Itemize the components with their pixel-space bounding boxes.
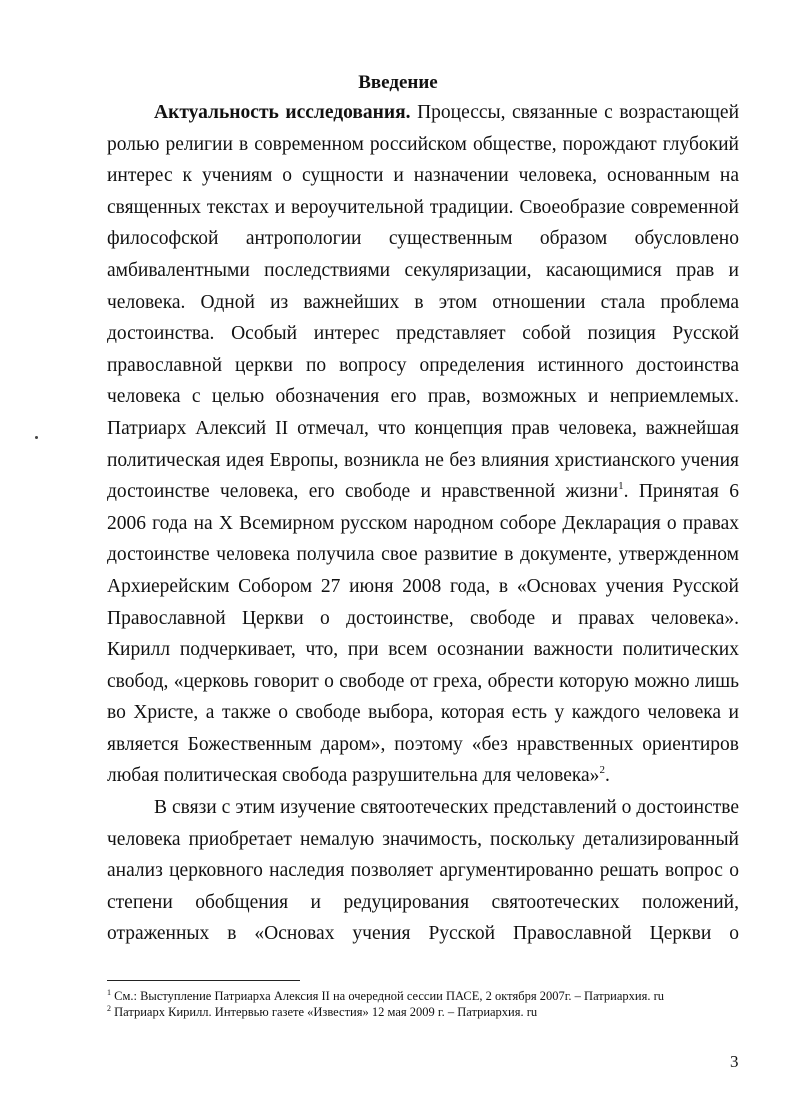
line-text: Архиерейским Собором 27 июня 2008 года, в «Основах учения Русской [107,575,739,597]
page-number: 3 [730,1052,739,1071]
footnote-2 [107,1005,537,1020]
line-text: ролью религии в современном российском обществе, порождают глубокий [107,133,739,155]
text-line [107,223,739,255]
text-line [107,539,739,571]
line-text: человека с целью обозначения его прав, возможных и неприемлемых. [107,386,739,408]
line-text-tail: . [604,765,610,787]
text-line [107,571,739,603]
text-line [107,192,739,224]
text-line [107,129,739,161]
text-line [107,255,739,287]
text-line [107,381,739,413]
line-text-tail: . Принятая 6 [623,481,739,503]
text-line [107,413,739,445]
text-line [107,508,739,540]
text-line [107,350,739,382]
footnote-1 [107,989,664,1004]
line-text: амбивалентными последствиями секуляризации, касающимися прав и [107,259,739,281]
text-line [107,792,739,824]
text-line [107,697,739,729]
text-line [107,318,739,350]
line-text: В связи с этим изучение святоотеческих представлений о достоинстве [154,797,739,819]
text-line [107,160,739,192]
line-text: человека. Одной из важнейших в этом отношении стала проблема [107,291,739,313]
text-line [107,855,739,887]
footnote-text: См.: Выступление Патриарха Алексия II на очередной сессии ПАСЕ, 2 октября 2007г. – Патриархия. ru [114,989,665,1003]
footnote-marker: 1 [107,988,111,997]
line-text: достоинства. Особый интерес представляет собой позиция Русской [107,323,739,345]
text-line [107,97,739,129]
line-text: политическая идея Европы, возникла не без влияния христианского учения [107,449,739,471]
line-text: православной церкви по вопросу определения истинного достоинства [107,354,739,376]
text-line [107,887,739,919]
line-text: человека приобретает немалую значимость, поскольку детализированный [107,828,739,850]
text-line [107,603,739,635]
section-heading: Введение [358,72,438,93]
footnote-ref: 1 [618,480,624,493]
line-text: достоинстве человека, его свободе и нравственной жизни [107,481,619,503]
line-text: степени обобщения и редуцирования святоотеческих положений, [107,891,739,913]
line-text: 2006 года на X Всемирном русском народном соборе Декларация о правах [107,512,739,534]
footnote-ref: 2 [599,764,605,777]
line-text: любая политическая свобода разрушительна для человека» [107,765,600,787]
text-line [107,729,739,761]
line-text: является Божественным даром», поэтому «без нравственных ориентиров [107,733,739,755]
line-text: свобод, «церковь говорит о свободе от греха, обрести которую можно лишь [107,670,739,692]
text-line [107,634,739,666]
body-text [107,97,739,950]
line-text: достоинстве человека получила свое развитие в документе, утвержденном [107,544,739,566]
line-text: священных текстах и вероучительной традиции. Своеобразие современной [107,196,739,218]
scan-speck [35,436,38,439]
text-line [107,445,739,477]
line-text: во Христе, а также о свободе выбора, которая есть у каждого человека и [107,702,739,724]
line-text: философской антропологии существенным образом обусловлено [107,228,739,250]
footnote-separator [107,980,300,981]
line-text: Патриарх Алексий II отмечал, что концепция прав человека, важнейшая [107,417,739,439]
text-line [107,918,739,950]
bold-lead: Актуальность исследования. [154,102,411,123]
footnote-marker: 2 [107,1004,111,1013]
line-text: Православной Церкви о достоинстве, свободе и правах человека». [107,607,739,629]
line-text: интерес к учениям о сущности и назначении человека, основанным на [107,165,739,187]
line-text: анализ церковного наследия позволяет аргументированно решать вопрос о [107,860,739,882]
footnote-text: Патриарх Кирилл. Интервью газете «Известия» 12 мая 2009 г. – Патриархия. ru [114,1005,538,1019]
text-line [107,287,739,319]
text-line [107,476,739,508]
text-line [107,666,739,698]
line-text: Кирилл подчеркивает, что, при всем осознании важности политических [107,639,739,661]
line-text: отраженных в «Основах учения Русской Православной Церкви о [107,923,739,945]
text-line [107,760,739,792]
text-line [107,824,739,856]
line-text: Процессы, связанные с возрастающей [410,102,739,123]
